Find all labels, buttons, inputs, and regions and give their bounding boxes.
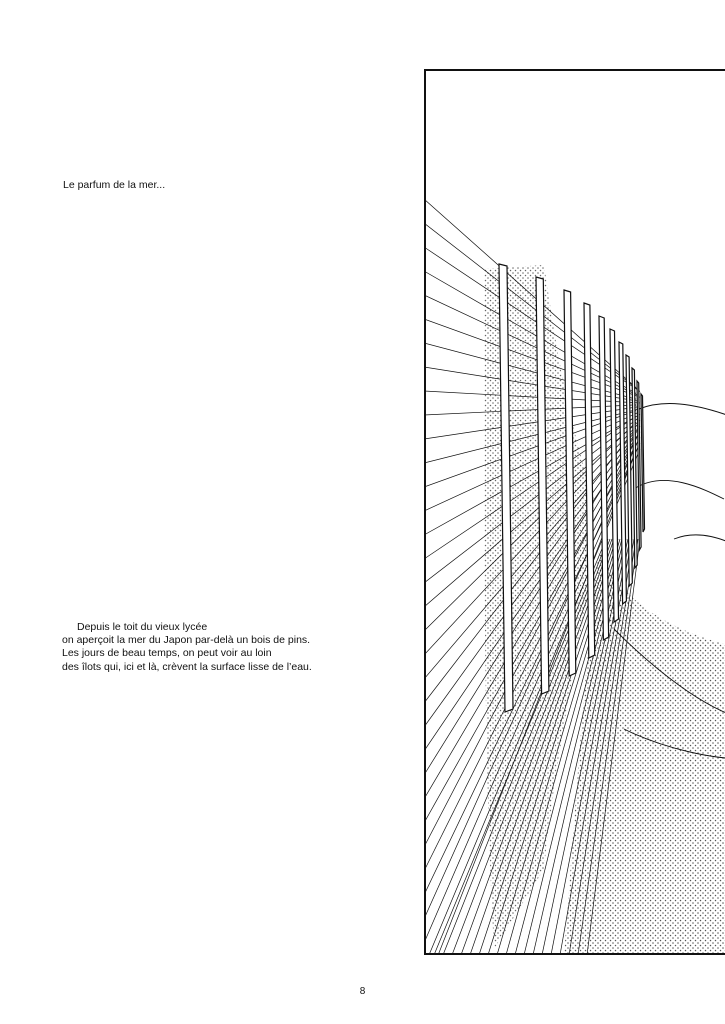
- hill-outline-2: [634, 480, 725, 549]
- fence-post: [632, 368, 637, 568]
- fence-illustration: [424, 69, 725, 955]
- narration-line-3: Les jours de beau temps, on peut voir au loin: [62, 647, 272, 660]
- page-number: 8: [359, 986, 366, 997]
- manga-panel: [424, 69, 725, 955]
- fence-post: [637, 381, 641, 550]
- fence-post: [641, 394, 645, 532]
- narration-line-2: on aperçoit la mer du Japon par-delà un bois de pins.: [62, 634, 311, 647]
- hill-outline: [639, 404, 725, 429]
- narration-line-4: des îlots qui, ici et là, crèvent la surface lisse de l’eau.: [62, 660, 312, 673]
- narration-line-1: Depuis le toit du vieux lycée: [77, 621, 208, 633]
- narration-block: [62, 621, 312, 674]
- caption-top: Le parfum de la mer...: [63, 179, 166, 191]
